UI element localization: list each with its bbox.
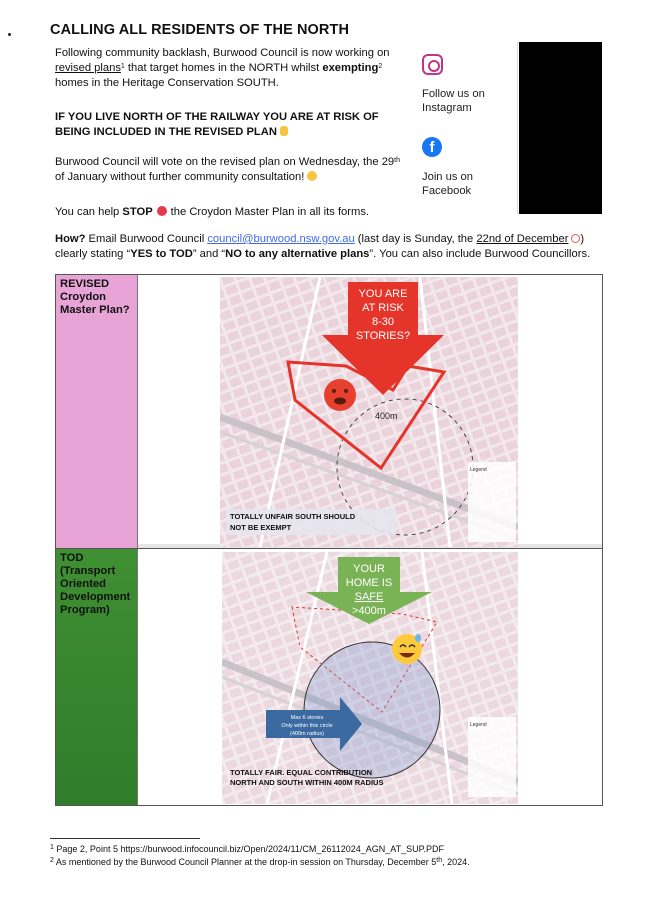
risk-arrow-line-3: 8-30: [371, 316, 395, 328]
vote-paragraph: Burwood Council will vote on the revised plan on Wednesday, the 29th of January without further community consultation!: [55, 156, 400, 183]
intro-text-3: homes in the Heritage Conservation SOUTH.: [55, 77, 279, 89]
intro-text-2: that target homes in the NORTH whilst: [124, 62, 323, 74]
warning-text: IF YOU LIVE NORTH OF THE RAILWAY YOU ARE AT RISK OF BEING INCLUDED IN THE REVISED PLAN: [55, 111, 379, 138]
blue-arrow-line-1: Max 6 stories: [290, 715, 324, 721]
safe-arrow-line-2: HOME IS: [345, 577, 393, 589]
caption-line-1: TOTALLY UNFAIR SOUTH SHOULD: [230, 512, 356, 521]
redacted-qr-box: [519, 42, 602, 214]
instagram-icon[interactable]: [422, 54, 443, 75]
distance-label: 400m: [375, 411, 398, 421]
revised-plan-map-graphic: [220, 277, 518, 547]
tod-map-graphic: [222, 552, 518, 804]
caption-line-2: NOT BE EXEMPT: [230, 523, 292, 532]
council-email-link[interactable]: council@burwood.nsw.gov.au: [207, 233, 355, 245]
row-divider: [55, 548, 603, 549]
page-title: CALLING ALL RESIDENTS OF THE NORTH: [50, 22, 350, 38]
deadline-date: 22nd of December: [476, 233, 569, 245]
safe-arrow-line-4: >400m: [352, 605, 386, 617]
facebook-icon[interactable]: f: [422, 137, 442, 157]
blue-arrow-line-3: (400m radius): [290, 731, 324, 737]
footnote-ref-2: 2: [378, 63, 383, 70]
footnote-1: $^1$ Page 2, Point 5 https://burwood.infocouncil.biz/Open/2024/11/CM_26112024_AGN_AT_SUP.PDF: [50, 844, 444, 854]
bullet-dot: [8, 33, 11, 36]
legend-label-2: Legend: [470, 722, 487, 728]
stop-paragraph: You can help STOP the Croydon Master Plan in all its forms.: [55, 206, 370, 218]
how-paragraph: How? Email Burwood Council council@burwood.nsw.gov.au (last day is Sunday, the 22nd of December ) clearly stating “YES to TOD” and “NO to any alternative plans”. You can also include Burwood Councillors.: [55, 233, 591, 260]
caption2-line-1: TOTALLY FAIR. EQUAL CONTRIBUTION: [230, 768, 373, 777]
legend-label: Legend: [470, 467, 487, 473]
tod-map: [222, 552, 518, 804]
intro-paragraph: [55, 46, 405, 91]
revised-plan-map: [220, 277, 518, 547]
footnote-2: $^2$ As mentioned by the Burwood Council Planner at the drop-in session on Thursday, December 5th, 2024.: [50, 857, 470, 867]
table-divider: [137, 275, 138, 805]
scream-emoji-icon: [307, 171, 317, 181]
person-emoji-icon: [280, 126, 288, 136]
revised-plans-link[interactable]: revised plans: [55, 62, 121, 74]
caption2-line-2: NORTH AND SOUTH WITHIN 400M RADIUS: [230, 778, 384, 787]
revised-plan-label-cell: [56, 275, 137, 548]
footnote-divider: [50, 838, 200, 839]
instagram-text[interactable]: Follow us on Instagram: [422, 88, 485, 114]
tod-label: TOD (Transport Oriented Development Program): [60, 552, 131, 616]
risk-arrow-line-2: AT RISK: [362, 302, 404, 314]
blue-arrow-line-2: Only within this circle: [281, 723, 333, 729]
social-panel: [412, 42, 518, 214]
hot-face-emoji-icon: [324, 379, 356, 411]
intro-bold: exempting: [322, 62, 379, 74]
stop-sign-icon: [157, 206, 167, 216]
footnote-ref-1: 1: [120, 63, 125, 70]
safe-arrow-line-1: YOUR: [353, 563, 385, 575]
tod-label-cell: [56, 549, 137, 805]
risk-arrow-line-1: YOU ARE: [358, 288, 408, 300]
revised-plan-label: REVISED Croydon Master Plan?: [60, 278, 130, 316]
intro-text-1: Following community backlash, Burwood Council is now working on: [55, 47, 390, 59]
safe-arrow-line-3: SAFE: [354, 591, 384, 603]
risk-arrow-line-4: STORIES?: [355, 330, 411, 342]
facebook-text[interactable]: Join us on Facebook: [422, 171, 473, 197]
